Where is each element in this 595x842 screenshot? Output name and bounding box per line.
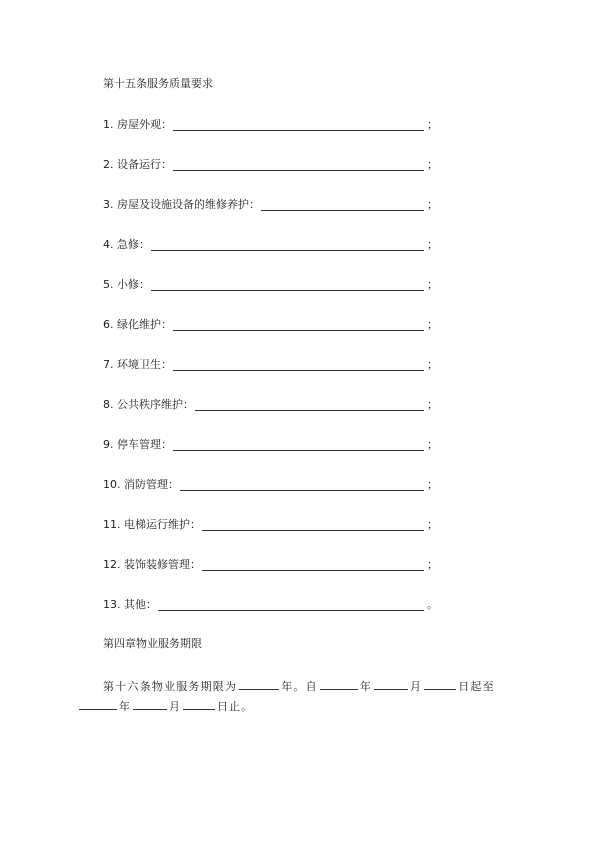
quality-item [103,398,438,412]
quality-item-blank[interactable] [173,438,424,451]
chapter-title: 第四章物业服务期限 [103,637,202,650]
quality-item-blank[interactable] [180,478,424,491]
quality-item [103,238,438,252]
quality-item [103,478,438,492]
quality-item-blank[interactable] [158,598,424,611]
term-text-8: 日止。 [217,700,253,713]
term-years-blank[interactable] [239,677,279,690]
quality-item-end-punct: ； [427,278,438,291]
term-text-6: 年 [119,700,131,713]
quality-item-blank[interactable] [195,398,424,411]
quality-item-blank[interactable] [202,518,424,531]
quality-item-blank[interactable] [173,118,424,131]
quality-item-label: 4. 急修： [103,238,150,251]
quality-item [103,358,438,372]
end-day-blank[interactable] [183,697,215,710]
quality-item-end-punct: ； [427,478,438,491]
quality-item-label: 6. 绿化维护： [103,318,172,331]
end-year-blank[interactable] [79,697,117,710]
quality-item-blank[interactable] [261,198,424,211]
term-text-7: 月 [169,700,181,713]
quality-item-blank[interactable] [173,358,424,371]
quality-item-label: 10. 消防管理： [103,478,179,491]
quality-item-label: 3. 房屋及设施设备的维修养护： [103,198,260,211]
start-year-blank[interactable] [320,677,358,690]
end-month-blank[interactable] [133,697,167,710]
quality-item-label: 13. 其他： [103,598,157,611]
quality-item-blank[interactable] [202,558,424,571]
quality-item-label: 2. 设备运行： [103,158,172,171]
quality-item-label: 12. 装饰装修管理： [103,558,201,571]
quality-item-label: 5. 小修： [103,278,150,291]
quality-item-blank[interactable] [173,318,424,331]
quality-item [103,318,438,332]
quality-item [103,198,438,212]
term-paragraph-line-2 [79,697,253,714]
term-text-1: 第十六条物业服务期限为 [103,680,238,693]
quality-item-end-punct: 。 [427,598,438,611]
quality-item-end-punct: ； [427,158,438,171]
start-month-blank[interactable] [374,677,408,690]
quality-item-label: 11. 电梯运行维护： [103,518,201,531]
quality-item [103,278,438,292]
term-text-5: 日起至 [458,680,495,693]
quality-item-label: 1. 房屋外观： [103,118,172,131]
quality-item [103,518,438,532]
section-title: 第十五条服务质量要求 [103,77,213,90]
quality-item-blank[interactable] [151,238,424,251]
quality-item-end-punct: ； [427,398,438,411]
quality-item [103,558,438,572]
quality-item-end-punct: ； [427,518,438,531]
quality-item-blank[interactable] [151,278,424,291]
term-paragraph-line-1 [103,677,523,694]
quality-item-label: 9. 停车管理： [103,438,172,451]
term-text-2: 年。自 [281,680,318,693]
quality-item-blank[interactable] [173,158,424,171]
quality-item-end-punct: ； [427,358,438,371]
start-day-blank[interactable] [424,677,456,690]
term-text-3: 年 [359,680,373,693]
quality-item-end-punct: ； [427,238,438,251]
quality-item-label: 7. 环境卫生： [103,358,172,371]
quality-item [103,158,438,172]
quality-item-end-punct: ； [427,558,438,571]
quality-item-label: 8. 公共秩序维护： [103,398,194,411]
quality-item-end-punct: ； [427,438,438,451]
quality-item-end-punct: ； [427,118,438,131]
quality-item [103,118,438,132]
term-text-4: 月 [410,680,423,693]
quality-item-end-punct: ； [427,198,438,211]
quality-item [103,598,438,612]
quality-item-end-punct: ； [427,318,438,331]
quality-item [103,438,438,452]
